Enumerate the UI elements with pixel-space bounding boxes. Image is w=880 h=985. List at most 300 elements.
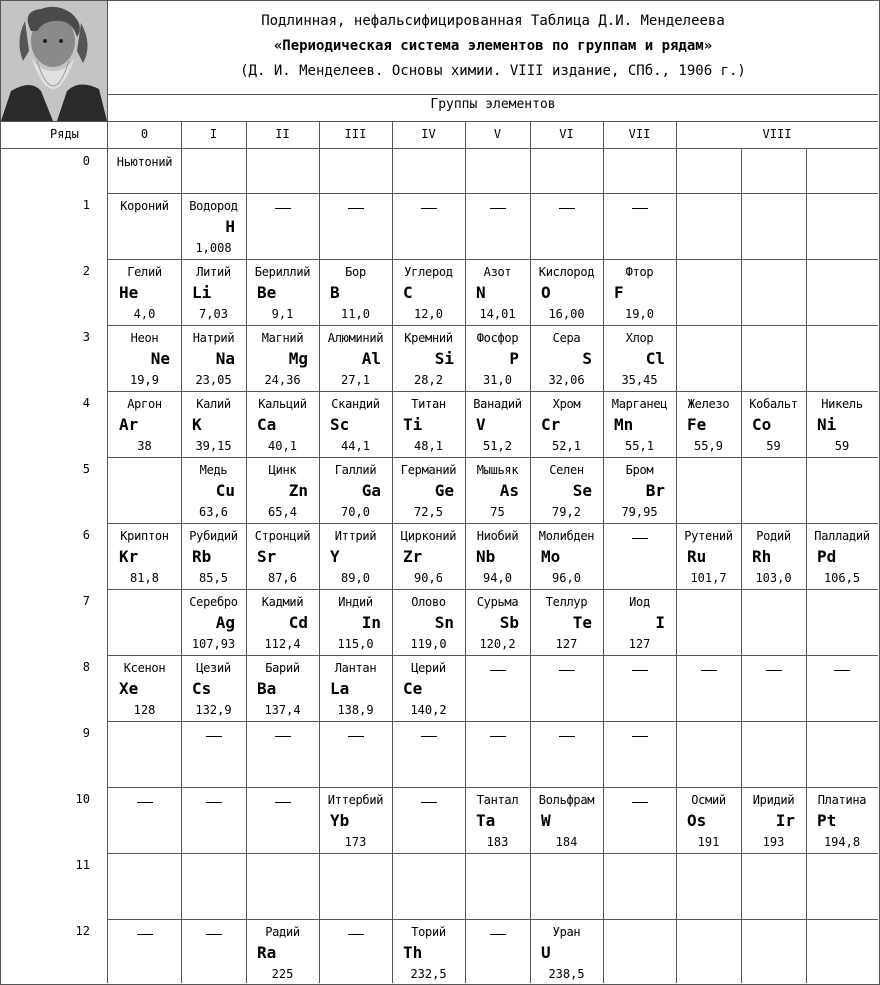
rows-label: Ряды	[50, 127, 79, 141]
atomic-weight: 120,2	[479, 637, 516, 651]
element-symbol: C	[403, 283, 413, 302]
element-cell	[392, 325, 465, 391]
document-title	[108, 1, 878, 94]
atomic-weight: 44,1	[341, 439, 370, 453]
element-symbol: V	[476, 415, 486, 434]
atomic-weight: 59	[834, 439, 850, 453]
element-name: Теллур	[545, 595, 588, 609]
element-symbol: Li	[192, 283, 212, 302]
element-name: Цинк	[268, 463, 297, 477]
element-name: Родий	[756, 529, 791, 543]
element-cell	[465, 391, 530, 457]
element-symbol: N	[476, 283, 486, 302]
element-name: Калий	[196, 397, 231, 411]
element-name: Натрий	[192, 331, 235, 345]
element-symbol: Mg	[288, 349, 308, 368]
atomic-weight: 191	[697, 835, 720, 849]
element-symbol: Be	[257, 283, 277, 302]
atomic-weight: 106,5	[823, 571, 861, 585]
element-cell	[741, 787, 806, 853]
element-cell	[530, 457, 603, 523]
element-symbol: Zn	[288, 481, 308, 500]
empty-dash-cell	[392, 721, 465, 787]
element-cell	[465, 523, 530, 589]
element-symbol: Sb	[499, 613, 519, 632]
dash-mark	[137, 934, 153, 935]
element-cell	[392, 589, 465, 655]
element-name: Никель	[821, 397, 863, 411]
element-symbol: O	[541, 283, 551, 302]
element-symbol: Co	[752, 415, 772, 434]
row-number: 7	[82, 594, 90, 608]
element-name: Ньютоний	[116, 155, 173, 169]
element-cell	[181, 325, 246, 391]
empty-dash-cell	[246, 721, 319, 787]
dash-mark	[275, 208, 291, 209]
element-name: Ниобий	[476, 529, 519, 543]
title-line-1: Подлинная, нефальсифицированная Таблица Д.И. Менделеева	[261, 13, 725, 29]
element-cell	[465, 589, 530, 655]
element-symbol: Na	[215, 349, 235, 368]
element-name: Магний	[261, 331, 304, 345]
empty-dash-cell	[392, 787, 465, 853]
element-symbol: La	[330, 679, 350, 698]
atomic-weight: 81,8	[130, 571, 159, 585]
element-symbol: Cl	[645, 349, 665, 368]
element-symbol: Pd	[817, 547, 837, 566]
empty-dash-cell	[392, 193, 465, 259]
atomic-weight: 4,0	[133, 307, 156, 321]
atomic-weight: 75	[490, 505, 505, 519]
element-name: Лантан	[334, 661, 377, 675]
divider-line	[108, 853, 878, 854]
row-number: 5	[82, 462, 90, 476]
atomic-weight: 238,5	[548, 967, 585, 981]
element-name: Железо	[687, 397, 730, 411]
element-name: Иридий	[752, 793, 795, 807]
title-line-2: «Периодическая система элементов по группам и рядам»	[273, 38, 713, 54]
empty-dash-cell	[465, 919, 530, 983]
element-name: Осмий	[691, 793, 726, 807]
element-symbol: He	[119, 283, 139, 302]
element-cell	[246, 457, 319, 523]
dash-mark	[348, 208, 364, 209]
element-name: Углерод	[404, 265, 453, 279]
element-cell	[530, 523, 603, 589]
element-cell	[246, 391, 319, 457]
group-header: VIII	[762, 127, 792, 141]
row-number: 2	[82, 264, 90, 278]
element-name: Скандий	[331, 397, 380, 411]
atomic-weight: 19,0	[625, 307, 654, 321]
element-name: Короний	[120, 199, 169, 213]
atomic-weight: 232,5	[410, 967, 447, 981]
atomic-weight: 23,05	[195, 373, 232, 387]
atomic-weight: 96,0	[552, 571, 581, 585]
element-cell	[181, 259, 246, 325]
element-cell	[741, 523, 806, 589]
element-symbol: Sr	[257, 547, 277, 566]
atomic-weight: 173	[344, 835, 367, 849]
element-cell	[108, 193, 181, 259]
atomic-weight: 48,1	[414, 439, 443, 453]
element-name: Алюминий	[327, 331, 384, 345]
atomic-weight: 138,9	[337, 703, 374, 717]
atomic-weight: 52,1	[552, 439, 581, 453]
row-number: 8	[82, 660, 90, 674]
element-cell	[392, 655, 465, 721]
element-cell	[246, 523, 319, 589]
element-symbol: Mo	[541, 547, 561, 566]
element-name: Селен	[549, 463, 584, 477]
mendeleev-portrait	[1, 1, 108, 121]
element-symbol: Ge	[434, 481, 454, 500]
atomic-weight: 87,6	[268, 571, 297, 585]
element-cell	[603, 259, 676, 325]
element-cell	[392, 259, 465, 325]
empty-dash-cell	[246, 787, 319, 853]
element-cell	[246, 325, 319, 391]
element-name: Тантал	[476, 793, 519, 807]
element-name: Вольфрам	[538, 793, 595, 807]
row-number: 12	[75, 924, 90, 938]
dash-mark	[559, 670, 575, 671]
element-symbol: Si	[434, 349, 454, 368]
dash-mark	[490, 670, 506, 671]
group-header: IV	[421, 127, 436, 141]
atomic-weight: 193	[762, 835, 785, 849]
atomic-weight: 55,1	[625, 439, 654, 453]
element-symbol: B	[330, 283, 340, 302]
atomic-weight: 63,6	[199, 505, 228, 519]
element-symbol: I	[655, 613, 665, 632]
element-name: Медь	[199, 463, 228, 477]
element-name: Гелий	[127, 265, 162, 279]
row-number: 0	[82, 154, 90, 168]
element-name: Кремний	[404, 331, 453, 345]
element-symbol: Y	[330, 547, 340, 566]
empty-dash-cell	[181, 919, 246, 983]
element-cell	[676, 523, 741, 589]
atomic-weight: 127	[628, 637, 651, 651]
atomic-weight: 101,7	[690, 571, 727, 585]
group-header: I	[209, 127, 218, 141]
element-symbol: Cr	[541, 415, 561, 434]
group-header: III	[344, 127, 367, 141]
dash-mark	[632, 208, 648, 209]
dash-mark	[559, 208, 575, 209]
element-name: Барий	[265, 661, 300, 675]
element-cell	[108, 149, 181, 193]
element-symbol: Ca	[257, 415, 277, 434]
row-number: 9	[82, 726, 90, 740]
group-header: II	[275, 127, 290, 141]
empty-dash-cell	[181, 787, 246, 853]
dash-mark	[834, 670, 850, 671]
element-symbol: Te	[572, 613, 592, 632]
element-cell	[806, 391, 878, 457]
element-cell	[530, 919, 603, 983]
group-header: VII	[628, 127, 651, 141]
element-cell	[319, 787, 392, 853]
element-cell	[676, 787, 741, 853]
element-name: Индий	[338, 595, 373, 609]
empty-dash-cell	[181, 721, 246, 787]
dash-mark	[766, 670, 782, 671]
row-number: 6	[82, 528, 90, 542]
dash-mark	[348, 934, 364, 935]
atomic-weight: 140,2	[410, 703, 447, 717]
element-cell	[181, 523, 246, 589]
element-name: Кобальт	[749, 397, 798, 411]
dash-mark	[206, 802, 222, 803]
element-cell	[246, 259, 319, 325]
atomic-weight: 107,93	[191, 637, 236, 651]
element-symbol: U	[541, 943, 551, 962]
atomic-weight: 94,0	[483, 571, 512, 585]
element-name: Иттербий	[327, 793, 384, 807]
element-cell	[603, 457, 676, 523]
row-number: 10	[75, 792, 90, 806]
empty-dash-cell	[319, 721, 392, 787]
element-symbol: Ra	[257, 943, 277, 962]
atomic-weight: 184	[555, 835, 578, 849]
dash-mark	[632, 802, 648, 803]
element-name: Иод	[629, 595, 650, 609]
element-symbol: Pt	[817, 811, 837, 830]
empty-dash-cell	[319, 919, 392, 983]
atomic-weight: 27,1	[341, 373, 370, 387]
element-symbol: Nb	[476, 547, 496, 566]
dash-mark	[206, 934, 222, 935]
atomic-weight: 79,2	[552, 505, 581, 519]
atomic-weight: 85,5	[199, 571, 228, 585]
element-symbol: Ni	[817, 415, 837, 434]
empty-dash-cell	[741, 655, 806, 721]
dash-mark	[137, 802, 153, 803]
element-name: Ксенон	[123, 661, 166, 675]
atomic-weight: 32,06	[548, 373, 585, 387]
element-name: Кадмий	[261, 595, 304, 609]
element-cell	[530, 391, 603, 457]
empty-dash-cell	[530, 721, 603, 787]
dash-mark	[421, 208, 437, 209]
element-symbol: Sc	[330, 415, 350, 434]
element-name: Цезий	[196, 661, 231, 675]
atomic-weight: 127	[555, 637, 578, 651]
atomic-weight: 38	[137, 439, 152, 453]
atomic-weight: 55,9	[694, 439, 723, 453]
element-symbol: Ag	[215, 613, 235, 632]
element-symbol: P	[509, 349, 519, 368]
element-cell	[530, 589, 603, 655]
element-name: Хром	[552, 397, 581, 411]
element-name: Рубидий	[189, 529, 238, 543]
atomic-weight: 65,4	[268, 505, 297, 519]
atomic-weight: 40,1	[268, 439, 297, 453]
element-name: Неон	[130, 331, 159, 345]
empty-dash-cell	[806, 655, 878, 721]
element-cell	[741, 391, 806, 457]
element-name: Галлий	[334, 463, 377, 477]
element-symbol: Ta	[476, 811, 496, 830]
dash-mark	[490, 208, 506, 209]
atomic-weight: 79,95	[621, 505, 658, 519]
element-name: Кальций	[258, 397, 307, 411]
element-symbol: Al	[361, 349, 381, 368]
element-name: Радий	[265, 925, 300, 939]
element-name: Стронций	[254, 529, 311, 543]
element-symbol: Ne	[150, 349, 170, 368]
element-symbol: W	[541, 811, 551, 830]
empty-dash-cell	[465, 655, 530, 721]
element-cell	[319, 259, 392, 325]
dash-mark	[421, 736, 437, 737]
empty-dash-cell	[603, 787, 676, 853]
element-name: Уран	[552, 925, 581, 939]
element-name: Хлор	[625, 331, 654, 345]
atomic-weight: 112,4	[264, 637, 301, 651]
dash-mark	[421, 802, 437, 803]
element-name: Палладий	[814, 529, 870, 543]
element-symbol: F	[614, 283, 624, 302]
empty-dash-cell	[530, 193, 603, 259]
dash-mark	[632, 538, 648, 539]
element-cell	[108, 391, 181, 457]
element-name: Олово	[411, 595, 446, 609]
element-name: Мышьяк	[476, 463, 519, 477]
title-line-3: (Д. И. Менделеев. Основы химии. VIII издание, СПб., 1906 г.)	[240, 63, 746, 79]
dash-mark	[632, 736, 648, 737]
atomic-weight: 59	[766, 439, 781, 453]
atomic-weight: 24,36	[264, 373, 301, 387]
empty-dash-cell	[676, 655, 741, 721]
element-cell	[603, 325, 676, 391]
atomic-weight: 70,0	[341, 505, 370, 519]
element-cell	[676, 391, 741, 457]
atomic-weight: 16,00	[548, 307, 585, 321]
element-symbol: H	[225, 217, 235, 236]
empty-dash-cell	[603, 721, 676, 787]
element-symbol: Kr	[119, 547, 139, 566]
element-name: Церий	[411, 661, 446, 675]
group-header: 0	[140, 127, 149, 141]
element-cell	[246, 589, 319, 655]
element-name: Аргон	[127, 397, 162, 411]
element-symbol: Th	[403, 943, 423, 962]
row-number: 1	[82, 198, 90, 212]
empty-dash-cell	[319, 193, 392, 259]
element-symbol: S	[582, 349, 592, 368]
dash-mark	[206, 736, 222, 737]
element-cell	[530, 787, 603, 853]
atomic-weight: 12,0	[414, 307, 443, 321]
atomic-weight: 194,8	[823, 835, 861, 849]
group-header: VI	[559, 127, 574, 141]
element-symbol: Sn	[434, 613, 454, 632]
element-name: Марганец	[611, 397, 668, 411]
element-cell	[392, 523, 465, 589]
element-cell	[181, 391, 246, 457]
element-cell	[319, 391, 392, 457]
empty-dash-cell	[603, 523, 676, 589]
element-symbol: Mn	[614, 415, 634, 434]
element-name: Криптон	[120, 529, 169, 543]
empty-dash-cell	[108, 919, 181, 983]
element-symbol: Rh	[752, 547, 772, 566]
atomic-weight: 90,6	[414, 571, 443, 585]
atomic-weight: 183	[486, 835, 509, 849]
element-symbol: Zr	[403, 547, 423, 566]
element-cell	[392, 457, 465, 523]
atomic-weight: 14,01	[479, 307, 516, 321]
atomic-weight: 9,1	[271, 307, 294, 321]
element-cell	[181, 193, 246, 259]
element-name: Платина	[817, 793, 867, 807]
element-symbol: Ce	[403, 679, 423, 698]
element-cell	[108, 325, 181, 391]
element-cell	[319, 655, 392, 721]
element-cell	[319, 325, 392, 391]
atomic-weight: 7,03	[199, 307, 228, 321]
element-cell	[319, 457, 392, 523]
element-name: Литий	[196, 265, 231, 279]
element-symbol: Cs	[192, 679, 212, 698]
element-symbol: Xe	[119, 679, 139, 698]
element-name: Ванадий	[473, 397, 522, 411]
dash-mark	[632, 670, 648, 671]
element-cell	[181, 589, 246, 655]
element-cell	[465, 787, 530, 853]
element-name: Серебро	[189, 595, 238, 609]
element-name: Фтор	[625, 265, 654, 279]
element-cell	[319, 523, 392, 589]
atomic-weight: 72,5	[414, 505, 443, 519]
atomic-weight: 11,0	[341, 307, 370, 321]
empty-dash-cell	[603, 655, 676, 721]
groups-title: Группы элементов	[430, 97, 556, 112]
row-number: 4	[82, 396, 90, 410]
dash-mark	[275, 736, 291, 737]
element-symbol: Ga	[361, 481, 381, 500]
element-name: Водород	[189, 199, 238, 213]
element-cell	[806, 523, 878, 589]
atomic-weight: 1,008	[195, 241, 232, 255]
element-cell	[465, 457, 530, 523]
element-symbol: Cu	[215, 481, 235, 500]
atomic-weight: 103,0	[755, 571, 792, 585]
atomic-weight: 115,0	[337, 637, 374, 651]
dash-mark	[490, 736, 506, 737]
element-name: Сера	[552, 331, 581, 345]
atomic-weight: 225	[271, 967, 294, 981]
element-name: Фосфор	[476, 331, 519, 345]
atomic-weight: 35,45	[621, 373, 658, 387]
atomic-weight: 31,0	[483, 373, 512, 387]
element-symbol: Ti	[403, 415, 423, 434]
element-cell	[603, 391, 676, 457]
element-symbol: Yb	[330, 811, 350, 830]
element-name: Торий	[411, 925, 446, 939]
element-symbol: Fe	[687, 415, 707, 434]
row-number: 11	[75, 858, 90, 872]
element-cell	[603, 589, 676, 655]
divider-line	[108, 94, 878, 95]
empty-dash-cell	[465, 193, 530, 259]
empty-dash-cell	[530, 655, 603, 721]
element-symbol: Rb	[192, 547, 212, 566]
element-cell	[181, 457, 246, 523]
